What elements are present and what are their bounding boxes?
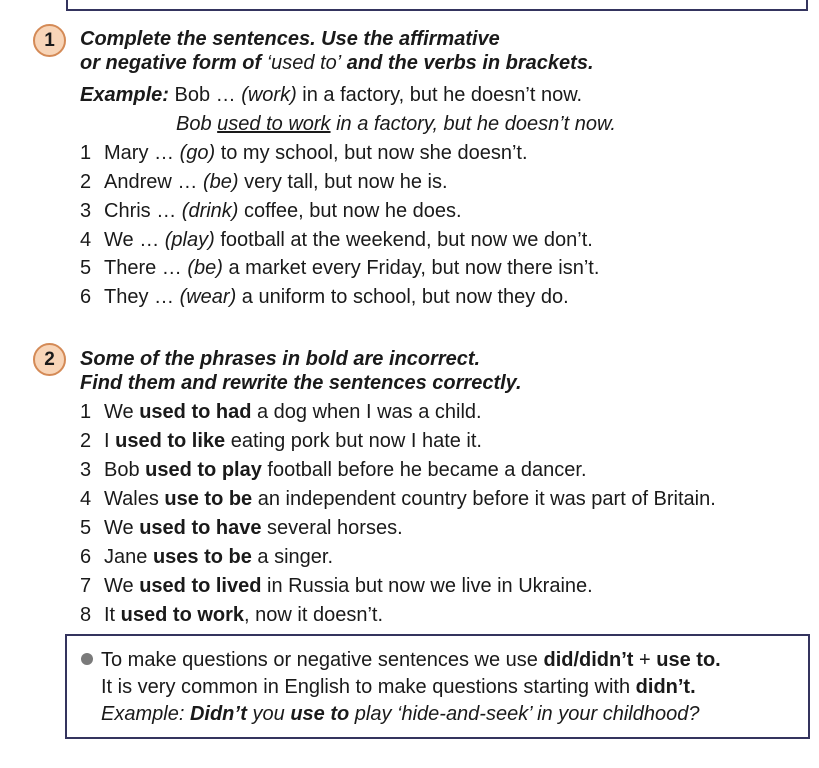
exercise-2-item: 4 Wales use to be an independent country before it was part of Britain.: [80, 488, 716, 510]
exercise-2-instruction: [80, 347, 522, 395]
exercise-1-number: 1: [44, 29, 55, 51]
exercise-2-item: 7 We used to lived in Russia but now we live in Ukraine.: [80, 575, 593, 597]
exercise-2-item: 8 It used to work, now it doesn’t.: [80, 604, 383, 626]
top-frame: [66, 0, 808, 11]
exercise-2-item: 6 Jane uses to be a singer.: [80, 546, 334, 568]
bullet-icon: [81, 653, 93, 665]
note-line-1: To make questions or negative sentences we use did/didn’t + use to.: [101, 649, 721, 671]
exercise-2-instruction-line2: Find them and rewrite the sentences correctly.: [80, 372, 522, 394]
exercise-1-instruction: [80, 27, 594, 75]
exercise-1-example: Example: Bob … (work) in a factory, but he doesn’t now.: [80, 84, 583, 106]
exercise-1-item: 6 They … (wear) a uniform to school, but now they do.: [80, 286, 569, 308]
exercise-1-item: 5 There … (be) a market every Friday, but now there isn’t.: [80, 257, 600, 279]
exercise-1-item: 3 Chris … (drink) coffee, but now he does.: [80, 200, 462, 222]
exercise-2-item: 2 I used to like eating pork but now I hate it.: [80, 430, 482, 452]
note-example: Example: Didn’t you use to play ‘hide-and-seek’ in your childhood?: [101, 703, 700, 725]
exercise-2-item: 3 Bob used to play football before he became a dancer.: [80, 459, 587, 481]
exercise-1-number-badge: [33, 24, 66, 57]
exercise-2-item: 1 We used to had a dog when I was a child.: [80, 401, 482, 423]
exercise-1-item: 4 We … (play) football at the weekend, but now we don’t.: [80, 229, 593, 251]
exercise-1-instruction-line1: Complete the sentences. Use the affirmative: [80, 28, 500, 50]
exercise-2-number: 2: [44, 348, 55, 370]
exercise-2-item: 5 We used to have several horses.: [80, 517, 403, 539]
exercise-1-example-answer: Bob used to work in a factory, but he doesn’t now.: [176, 113, 616, 135]
exercise-1-item: 2 Andrew … (be) very tall, but now he is.: [80, 171, 448, 193]
note-line-2: It is very common in English to make questions starting with didn’t.: [101, 676, 696, 698]
exercise-1-instruction-line2: or negative form of ‘used to’ and the verbs in brackets.: [80, 52, 594, 74]
exercise-2-instruction-line1: Some of the phrases in bold are incorrect.: [80, 348, 481, 370]
exercise-2-number-badge: [33, 343, 66, 376]
exercise-1-item: 1 Mary … (go) to my school, but now she doesn’t.: [80, 142, 528, 164]
